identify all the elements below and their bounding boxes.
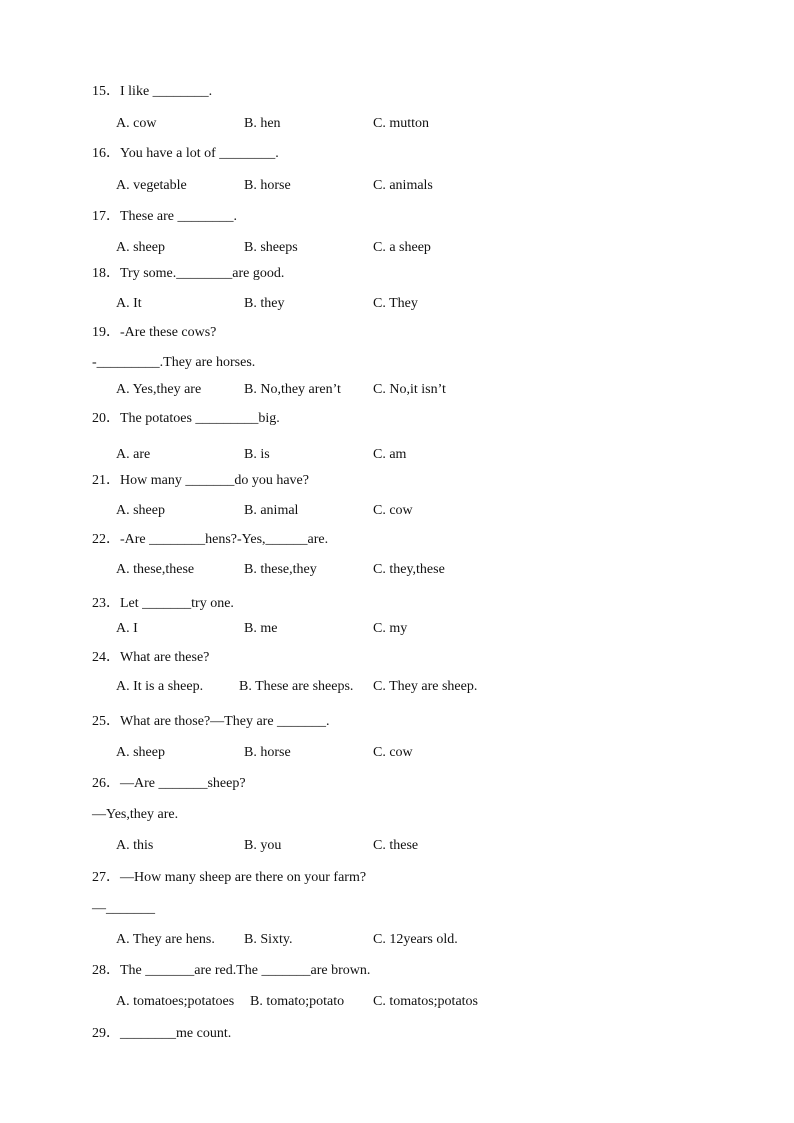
question-25-option-c[interactable]: C. cow: [373, 745, 413, 760]
question-15-option-c[interactable]: C. mutton: [373, 116, 430, 131]
question-19-option-a[interactable]: A. Yes,they are: [116, 382, 202, 397]
question-26-stem: 26．—Are _______sheep?: [92, 776, 246, 791]
question-16-option-b[interactable]: B. horse: [244, 178, 291, 193]
question-25-option-a[interactable]: A. sheep: [116, 745, 165, 760]
question-27-option-a[interactable]: A. They are hens.: [116, 932, 215, 947]
question-18-stem: 18．Try some.________are good.: [92, 266, 285, 281]
question-17-stem: 17．These are ________.: [92, 209, 238, 224]
question-26-option-a[interactable]: A. this: [116, 838, 154, 853]
question-24-option-b[interactable]: B. These are sheeps.: [239, 679, 354, 694]
question-23-option-b[interactable]: B. me: [244, 621, 278, 636]
question-27-option-b[interactable]: B. Sixty.: [244, 932, 293, 947]
question-18-option-c[interactable]: C. They: [373, 296, 418, 311]
question-18-option-b[interactable]: B. they: [244, 296, 285, 311]
question-15-option-a[interactable]: A. cow: [116, 116, 157, 131]
question-22-option-c[interactable]: C. they,these: [373, 562, 445, 577]
question-27-stem: 27．—How many sheep are there on your farm?: [92, 870, 367, 885]
question-28-option-a[interactable]: A. tomatoes;potatoes: [116, 994, 235, 1009]
question-19-stem: 19．-Are these cows?: [92, 325, 217, 340]
question-20-option-c[interactable]: C. am: [373, 447, 407, 462]
question-21-stem: 21．How many _______do you have?: [92, 473, 309, 488]
question-17-option-a[interactable]: A. sheep: [116, 240, 165, 255]
question-22-stem: 22．-Are ________hens?-Yes,______are.: [92, 532, 329, 547]
question-18-option-a[interactable]: A. It: [116, 296, 142, 311]
question-22-option-b[interactable]: B. these,they: [244, 562, 317, 577]
question-26-option-c[interactable]: C. these: [373, 838, 419, 853]
question-24-stem: 24．What are these?: [92, 650, 210, 665]
question-19-option-b[interactable]: B. No,they aren’t: [244, 382, 341, 397]
question-16-option-c[interactable]: C. animals: [373, 178, 433, 193]
question-21-option-a[interactable]: A. sheep: [116, 503, 165, 518]
question-24-option-c[interactable]: C. They are sheep.: [373, 679, 478, 694]
question-26-response: —Yes,they are.: [92, 807, 179, 822]
question-25-option-b[interactable]: B. horse: [244, 745, 291, 760]
question-26-option-b[interactable]: B. you: [244, 838, 282, 853]
question-17-option-b[interactable]: B. sheeps: [244, 240, 298, 255]
question-16-stem: 16．You have a lot of ________.: [92, 146, 279, 161]
question-27-option-c[interactable]: C. 12years old.: [373, 932, 458, 947]
question-23-option-c[interactable]: C. my: [373, 621, 408, 636]
question-25-stem: 25．What are those?—They are _______.: [92, 714, 330, 729]
question-20-option-a[interactable]: A. are: [116, 447, 151, 462]
question-20-stem: 20．The potatoes _________big.: [92, 411, 280, 426]
question-27-response: —_______: [92, 901, 155, 916]
question-20-option-b[interactable]: B. is: [244, 447, 270, 462]
question-29-stem: 29．________me count.: [92, 1026, 232, 1041]
question-28-stem: 28．The _______are red.The _______are brown.: [92, 963, 371, 978]
question-21-option-b[interactable]: B. animal: [244, 503, 299, 518]
question-21-option-c[interactable]: C. cow: [373, 503, 413, 518]
question-15-stem: 15．I like ________.: [92, 84, 213, 99]
question-19-option-c[interactable]: C. No,it isn’t: [373, 382, 446, 397]
question-23-option-a[interactable]: A. I: [116, 621, 138, 636]
question-15-option-b[interactable]: B. hen: [244, 116, 281, 131]
question-16-option-a[interactable]: A. vegetable: [116, 178, 187, 193]
question-28-option-c[interactable]: C. tomatos;potatos: [373, 994, 478, 1009]
question-24-option-a[interactable]: A. It is a sheep.: [116, 679, 204, 694]
question-23-stem: 23．Let _______try one.: [92, 596, 234, 611]
question-17-option-c[interactable]: C. a sheep: [373, 240, 431, 255]
question-19-response: -_________.They are horses.: [92, 355, 256, 370]
question-22-option-a[interactable]: A. these,these: [116, 562, 195, 577]
question-28-option-b[interactable]: B. tomato;potato: [250, 994, 345, 1009]
